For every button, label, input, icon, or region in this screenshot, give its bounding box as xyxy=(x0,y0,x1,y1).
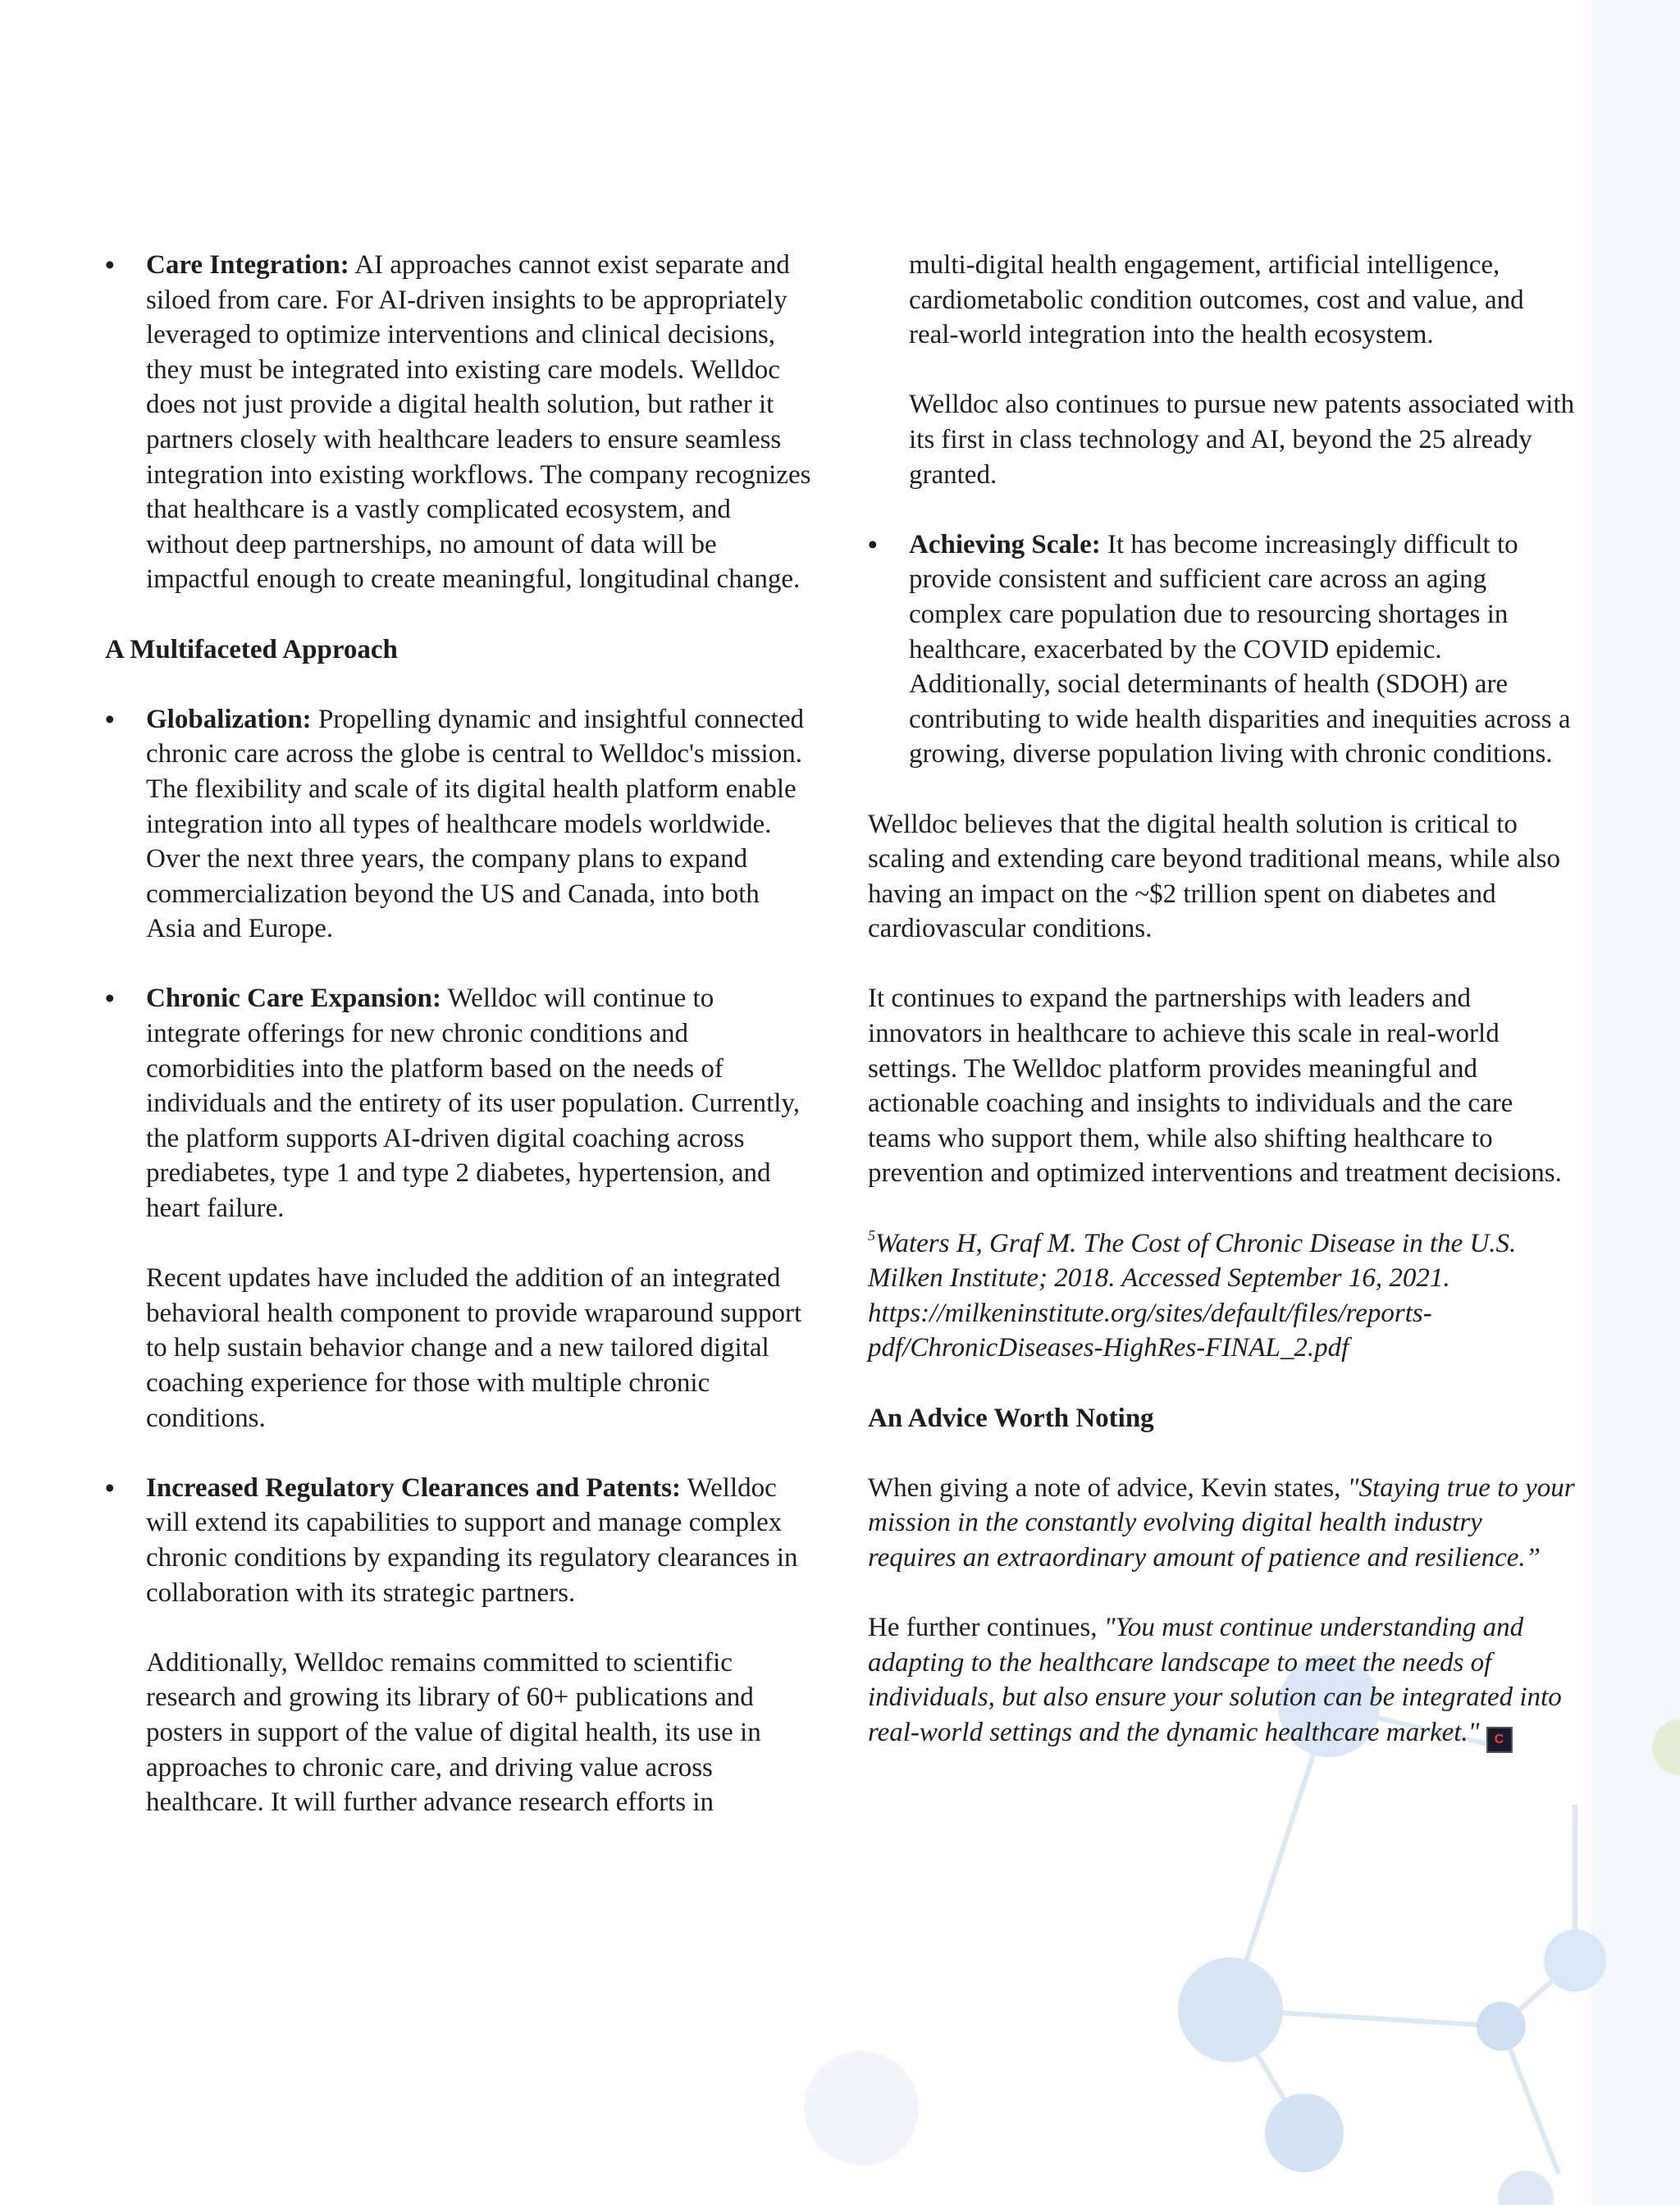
digital-health-paragraph: Welldoc believes that the digital health solution is critical to scaling and extending care beyond traditional means, while also having an impact on the ~$2 trillion spent on diabetes and cardiovascular conditions. xyxy=(868,809,1560,944)
bullet-dot: • xyxy=(105,703,115,734)
globalization-text: Propelling dynamic and insightful connected chronic care across the globe is central to Welldoc's mission. The flexibility and scale of its digital health platform enable integration into all types of healthcare models worldwide. Over the next three years, the company plans to expand commercialization beyond the US and Canada, into both Asia and Europe. xyxy=(146,704,804,944)
partnerships-paragraph: It continues to expand the partnerships with leaders and innovators in healthcare to achieve this scale in real-world settings. The Welldoc platform provides meaningful and actionable coaching and insights to individuals and the care teams who support them, while also shifting healthcare to prevention and optimized interventions and treatment decisions. xyxy=(868,984,1562,1189)
bullet-regulatory xyxy=(105,1471,812,1610)
patents-text: Welldoc also continues to pursue new patents associated with its first in class technology and AI, beyond the 25 already granted. xyxy=(909,390,1575,490)
chronic-care-label: Chronic Care Expansion: xyxy=(146,984,442,1014)
regulatory-para2: Additionally, Welldoc remains committed to scientific research and growing its library of 60+ publications and posters in support of the value of digital health, its use in approaches to chronic care, and driving value across healthcare. It will further advance research efforts in xyxy=(146,1647,761,1818)
footnote-number: 5 xyxy=(868,1226,875,1244)
achieving-scale-text: It has become increasingly difficult to provide consistent and sufficient care across an aging complex care population due to resourcing shortages in healthcare, exacerbated by the COVID epidemic. Additionally, social determinants of health (SDOH) are contributing to wide health disparities and inequities across a growing, diverse population living with chronic conditions. xyxy=(909,529,1571,769)
bullet-achieving-scale xyxy=(868,527,1575,772)
left-column xyxy=(105,248,812,1855)
bullet-chronic-care xyxy=(105,981,812,1226)
bullet-dot: • xyxy=(868,528,878,559)
care-integration-text: AI approaches cannot exist separate and siloed from care. For AI-driven insights to be appropriately leveraged to optimize interventions and clinical decisions, they must be integrated into existing care models. Welldoc does not just provide a digital health solution, but rather it partners closely with healthcare leaders to ensure seamless integration into existing workflows. The company recognizes that healthcare is a vastly complicated ecosystem, and without deep partnerships, no amount of data will be impactful enough to create meaningful, longitudinal change. xyxy=(146,250,811,595)
bullet-globalization xyxy=(105,702,812,947)
chronic-care-para2: Recent updates have included the addition of an integrated behavioral health component to provide wraparound support to help sustain behavior change and a new tailored digital coaching experience for those with multiple chronic conditions. xyxy=(146,1263,802,1433)
right-column xyxy=(868,248,1575,1788)
footnote-citation: Waters H, Graf M. The Cost of Chronic Disease in the U.S. Milken Institute; 2018. Accessed September 16, 2021. xyxy=(868,1228,1517,1294)
achieving-scale-label: Achieving Scale: xyxy=(909,529,1101,559)
continued-text: multi-digital health engagement, artificial intelligence, cardiometabolic condition outcomes, cost and value, and real-world integration into the health ecosystem. xyxy=(909,250,1524,350)
further-paragraph xyxy=(868,1610,1575,1753)
advice-lead: When giving a note of advice, Kevin states, xyxy=(868,1472,1348,1503)
bullet-dot: • xyxy=(105,249,115,280)
end-mark-icon: C xyxy=(1486,1727,1513,1753)
regulatory-label: Increased Regulatory Clearances and Patents: xyxy=(146,1472,681,1503)
further-lead: He further continues, xyxy=(868,1613,1104,1643)
further-quote: "You must continue understanding and adapting to the healthcare landscape to meet the needs of individuals, but also ensure your solution can be integrated into real-world settings and the dynamic healthcare market." xyxy=(868,1613,1562,1747)
globalization-label: Globalization: xyxy=(146,704,312,734)
bullet-dot: • xyxy=(105,983,115,1014)
bullet-dot: • xyxy=(105,1472,115,1503)
chronic-care-text: Welldoc will continue to integrate offerings for new chronic conditions and comorbidities into the platform based on the needs of individuals and the entirety of its user population. Currently, the platform supports AI-driven digital coaching across prediabetes, type 1 and type 2 diabetes, hypertension, and heart failure. xyxy=(146,984,801,1224)
advice-paragraph xyxy=(868,1471,1575,1576)
advice-heading: An Advice Worth Noting xyxy=(868,1403,1154,1433)
bullet-care-integration xyxy=(105,248,812,597)
multifaceted-heading: A Multifaceted Approach xyxy=(105,634,398,664)
footnote-url: https://milkeninstitute.org/sites/default/files/reports-pdf/ChronicDiseases-HighRes-FINAL_2.pdf xyxy=(868,1298,1432,1363)
footnote xyxy=(868,1226,1575,1366)
advice-quote: "Staying true to your mission in the constantly evolving digital health industry requires an extraordinary amount of patience and resilience.” xyxy=(868,1472,1575,1573)
regulatory-text: Welldoc will extend its capabilities to support and manage complex chronic conditions by expanding its regulatory clearances in collaboration with its strategic partners. xyxy=(146,1472,798,1608)
care-integration-label: Care Integration: xyxy=(146,250,349,280)
